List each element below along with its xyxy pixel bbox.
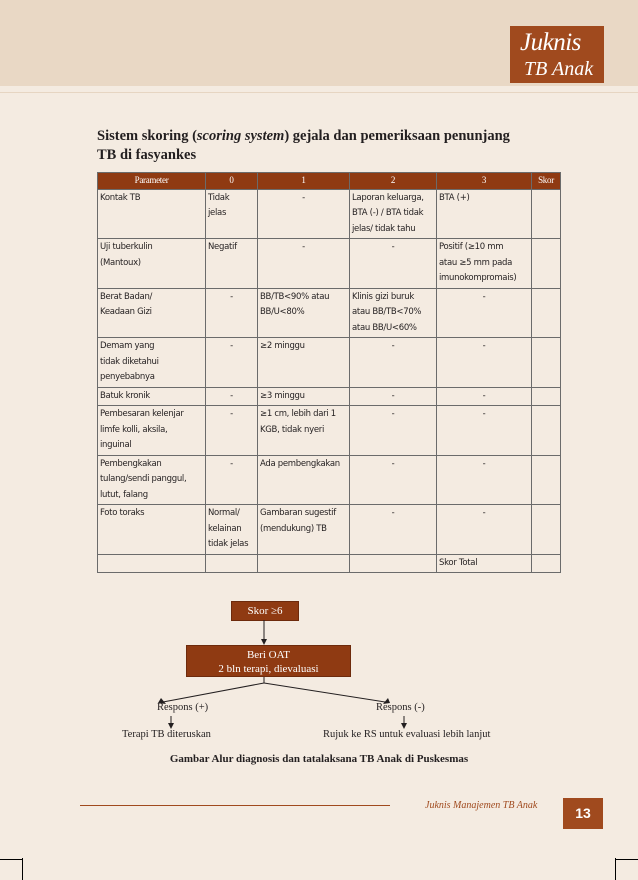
table-cell: - bbox=[258, 239, 350, 289]
table-cell: - bbox=[350, 239, 437, 289]
table-cell: Negatif bbox=[206, 239, 258, 289]
column-header: 0 bbox=[206, 173, 258, 190]
table-cell: Positif (≥10 mm atau ≥5 mm pada imunokompromais) bbox=[437, 239, 532, 289]
column-header: 3 bbox=[437, 173, 532, 190]
table-cell: Uji tuberkulin (Mantoux) bbox=[98, 239, 206, 289]
crop-mark bbox=[616, 859, 638, 860]
table-cell: ≥2 minggu bbox=[258, 338, 350, 388]
skor-label: Skor ≥6 bbox=[247, 605, 283, 617]
title-part2: ) gejala dan pemeriksaan penunjang bbox=[284, 128, 510, 144]
table-cell: Kontak TB bbox=[98, 189, 206, 239]
table-cell: - bbox=[206, 387, 258, 406]
column-header: Parameter bbox=[98, 173, 206, 190]
table-cell: - bbox=[350, 387, 437, 406]
table-cell: BB/TB<90% atau BB/U<80% bbox=[258, 288, 350, 338]
table-cell: - bbox=[206, 455, 258, 505]
table-cell: - bbox=[437, 455, 532, 505]
respons-negative: Respons (-) bbox=[376, 702, 425, 713]
column-header: Skor bbox=[532, 173, 561, 190]
crop-mark bbox=[615, 858, 616, 880]
table-cell: Pembengkakan tulang/sendi panggul, lutut, falang bbox=[98, 455, 206, 505]
table-cell: BTA (+) bbox=[437, 189, 532, 239]
oat-line1: Beri OAT bbox=[246, 649, 291, 661]
table-cell: - bbox=[437, 387, 532, 406]
table-cell: - bbox=[206, 288, 258, 338]
table-cell: - bbox=[437, 288, 532, 338]
oat-line2: 2 bln terapi, dievaluasi bbox=[218, 663, 319, 675]
terapi-text: Terapi TB diteruskan bbox=[122, 729, 211, 740]
table-cell: - bbox=[258, 189, 350, 239]
column-header: 2 bbox=[350, 173, 437, 190]
beri-oat-box bbox=[186, 645, 351, 677]
title-line2: TB di fasyankes bbox=[97, 147, 197, 163]
table-cell: - bbox=[350, 455, 437, 505]
table-cell: - bbox=[350, 338, 437, 388]
table-cell: - bbox=[206, 338, 258, 388]
table-cell: Berat Badan/ Keadaan Gizi bbox=[98, 288, 206, 338]
table-cell: Laporan keluarga, BTA (-) / BTA tidak jelas/ tidak tahu bbox=[350, 189, 437, 239]
total-label: Skor Total bbox=[437, 554, 532, 573]
table-cell: Tidak jelas bbox=[206, 189, 258, 239]
table-cell: Normal/ kelainan tidak jelas bbox=[206, 505, 258, 555]
title-italic: scoring system bbox=[196, 128, 285, 144]
table-cell: - bbox=[437, 406, 532, 456]
brand-line1: Juknis bbox=[520, 29, 581, 56]
table-cell: ≥1 cm, lebih dari 1 KGB, tidak nyeri bbox=[258, 406, 350, 456]
table-cell: Ada pembengkakan bbox=[258, 455, 350, 505]
figure-caption: Gambar Alur diagnosis dan tatalaksana TB Anak di Puskesmas bbox=[169, 753, 469, 765]
table-cell: Foto toraks bbox=[98, 505, 206, 555]
table-cell: Gambaran sugestif (mendukung) TB bbox=[258, 505, 350, 555]
table-cell: - bbox=[437, 338, 532, 388]
table-cell: Demam yang tidak diketahui penyebabnya bbox=[98, 338, 206, 388]
table-cell: Klinis gizi buruk atau BB/TB<70% atau BB/U<60% bbox=[350, 288, 437, 338]
page-number: 13 bbox=[563, 798, 603, 829]
footer-title: Juknis Manajemen TB Anak bbox=[425, 800, 538, 811]
title-part1: Sistem skoring ( bbox=[97, 128, 197, 144]
crop-mark bbox=[0, 859, 22, 860]
table-cell: Pembesaran kelenjar limfe kolli, aksila, inguinal bbox=[98, 406, 206, 456]
table-cell: ≥3 minggu bbox=[258, 387, 350, 406]
table-cell: Batuk kronik bbox=[98, 387, 206, 406]
crop-mark bbox=[22, 858, 23, 880]
table-cell: - bbox=[437, 505, 532, 555]
rujuk-text: Rujuk ke RS untuk evaluasi lebih lanjut bbox=[323, 729, 491, 740]
footer-rule bbox=[80, 805, 390, 806]
table-cell: - bbox=[350, 505, 437, 555]
table-cell: - bbox=[206, 406, 258, 456]
brand-line2: TB Anak bbox=[524, 58, 594, 80]
table-cell: - bbox=[350, 406, 437, 456]
column-header: 1 bbox=[258, 173, 350, 190]
respons-positive: Respons (+) bbox=[157, 702, 209, 713]
